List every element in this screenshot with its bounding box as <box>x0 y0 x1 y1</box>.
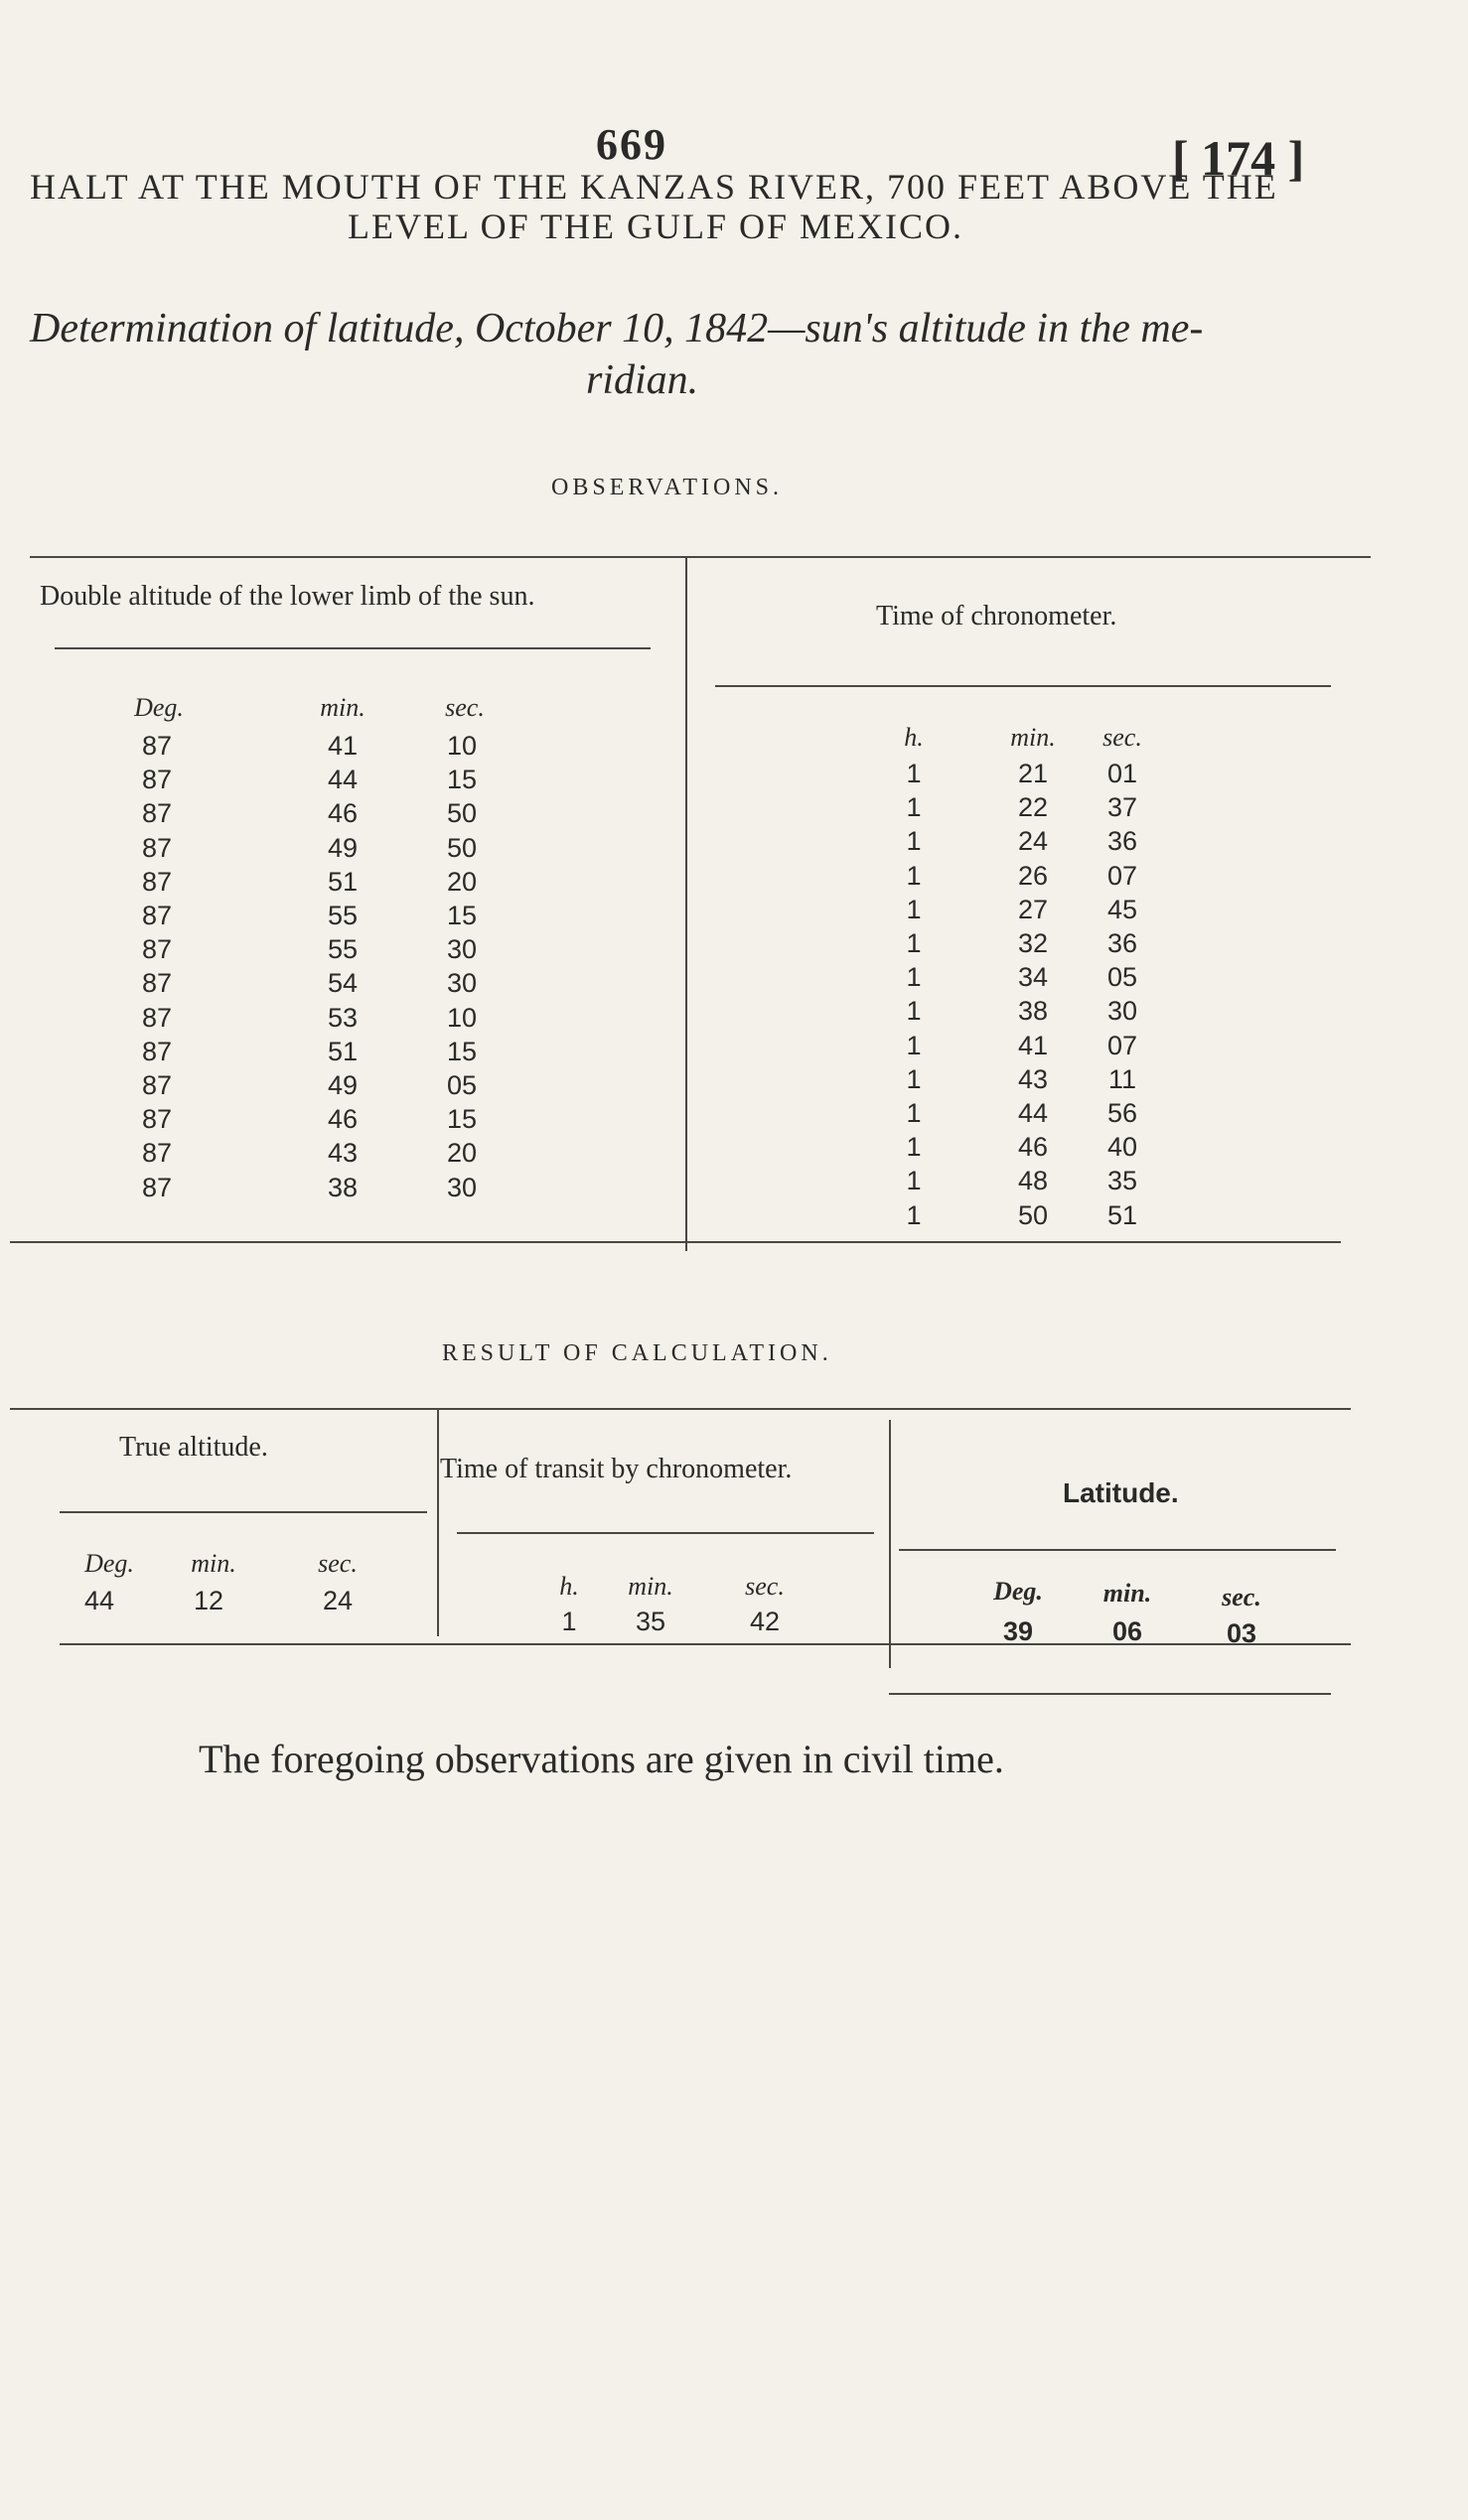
latitude-sec: 03 <box>1226 1618 1257 1648</box>
result-top-rule <box>10 1408 1351 1410</box>
transit-unit-hour: h. <box>559 1572 579 1601</box>
latitude-unit-deg: Deg. <box>993 1577 1043 1606</box>
table-column-divider <box>685 556 687 1251</box>
transit-min: 35 <box>635 1607 666 1636</box>
time-sec: 45 <box>1106 894 1138 924</box>
time-hour: 1 <box>906 792 922 823</box>
time-sec: 07 <box>1106 1030 1138 1060</box>
altitude-header-rule <box>55 647 651 649</box>
page-subtitle <box>30 303 1440 406</box>
time-hour: 1 <box>906 928 922 958</box>
unit-sec: sec. <box>445 693 485 722</box>
time-min: 38 <box>1017 996 1049 1027</box>
altitude-deg: 87 <box>141 1172 173 1202</box>
altitude-deg: 87 <box>141 1070 173 1100</box>
time-min: 21 <box>1017 759 1049 788</box>
altitude-min: 49 <box>327 832 359 863</box>
altitude-deg: 87 <box>141 765 173 795</box>
unit-deg: Deg. <box>134 693 184 722</box>
time-min: 41 <box>1017 1030 1049 1060</box>
altitude-sec: 15 <box>446 1036 478 1066</box>
altitude-min: 55 <box>327 901 359 930</box>
time-sec: 36 <box>1106 826 1138 857</box>
subtitle-line-2: ridian. <box>586 357 699 403</box>
latitude-unit-sec: sec. <box>1222 1583 1261 1611</box>
time-min: 32 <box>1017 928 1049 958</box>
altitude-deg: 87 <box>141 1138 173 1169</box>
altitude-deg: 87 <box>141 832 173 863</box>
time-min: 22 <box>1017 792 1049 823</box>
altitude-deg: 87 <box>141 1002 173 1033</box>
unit-hour: h. <box>904 723 924 752</box>
true-altitude-header: True altitude. <box>119 1432 268 1463</box>
table-top-rule <box>30 556 1371 558</box>
altitude-min: 51 <box>327 1036 359 1066</box>
altitude-sec: 15 <box>446 1104 478 1135</box>
altitude-header: Double altitude of the lower limb of the sun. <box>40 581 535 612</box>
time-min: 50 <box>1017 1199 1049 1230</box>
time-sec: 35 <box>1106 1166 1138 1196</box>
altitude-sec: 30 <box>446 1172 478 1202</box>
page-title <box>30 167 1440 246</box>
altitude-sec: 05 <box>446 1070 478 1100</box>
result-bottom-rule <box>60 1643 1351 1645</box>
title-line-2: LEVEL OF THE GULF OF MEXICO. <box>348 207 963 246</box>
page-number: 669 <box>596 120 667 169</box>
transit-hour: 1 <box>561 1607 577 1636</box>
altitude-min: 46 <box>327 1104 359 1135</box>
altitude-min: 53 <box>327 1002 359 1033</box>
altitude-sec: 20 <box>446 1138 478 1169</box>
altitude-deg: 87 <box>141 934 173 965</box>
altitude-deg: 87 <box>141 731 173 761</box>
time-sec: 37 <box>1106 792 1138 823</box>
latitude-unit-min: min. <box>1102 1579 1152 1608</box>
altitude-min: 41 <box>327 731 359 761</box>
altitude-sec: 50 <box>446 798 478 829</box>
time-hour: 1 <box>906 1132 922 1163</box>
altitude-deg: 87 <box>141 1036 173 1066</box>
altitude-min: 55 <box>327 934 359 965</box>
altitude-deg: 87 <box>141 798 173 829</box>
time-hour: 1 <box>906 996 922 1027</box>
time-min: 48 <box>1017 1166 1049 1196</box>
latitude-bottom-rule <box>889 1693 1331 1695</box>
altitude-min: 38 <box>327 1172 359 1202</box>
subtitle-line-1: Determination of latitude, October 10, 1842—sun's altitude in the me- <box>30 306 1204 351</box>
transit-header-rule <box>457 1532 874 1534</box>
time-sec: 07 <box>1106 860 1138 891</box>
time-sec: 30 <box>1106 996 1138 1027</box>
true-altitude-deg: 44 <box>83 1586 115 1615</box>
table-bottom-rule <box>10 1241 1341 1243</box>
unit-sec: sec. <box>1102 723 1142 752</box>
altitude-sec: 50 <box>446 832 478 863</box>
time-min: 34 <box>1017 962 1049 993</box>
footer-note: The foregoing observations are given in civil time. <box>199 1737 1004 1781</box>
result-divider-2 <box>889 1420 891 1668</box>
true-altitude-unit-sec: sec. <box>318 1549 358 1578</box>
unit-min: min. <box>320 693 366 722</box>
transit-header: Time of transit by chronometer. <box>440 1454 793 1484</box>
time-min: 44 <box>1017 1098 1049 1128</box>
time-hour: 1 <box>906 1030 922 1060</box>
altitude-sec: 30 <box>446 968 478 999</box>
altitude-sec: 30 <box>446 934 478 965</box>
latitude-header: Latitude. <box>1063 1477 1179 1508</box>
unit-min: min. <box>1010 723 1056 752</box>
altitude-sec: 15 <box>446 901 478 930</box>
time-hour: 1 <box>906 759 922 788</box>
true-altitude-header-rule <box>60 1511 427 1513</box>
time-hour: 1 <box>906 1098 922 1128</box>
latitude-min: 06 <box>1111 1616 1143 1646</box>
true-altitude-unit-deg: Deg. <box>84 1549 134 1578</box>
time-hour: 1 <box>906 894 922 924</box>
time-header-rule <box>715 685 1331 687</box>
time-sec: 05 <box>1106 962 1138 993</box>
altitude-min: 43 <box>327 1138 359 1169</box>
true-altitude-sec: 24 <box>322 1586 354 1615</box>
time-sec: 56 <box>1106 1098 1138 1128</box>
title-line-1: HALT AT THE MOUTH OF THE KANZAS RIVER, 700 FEET ABOVE THE <box>30 167 1278 207</box>
altitude-min: 44 <box>327 765 359 795</box>
time-hour: 1 <box>906 860 922 891</box>
time-hour: 1 <box>906 1199 922 1230</box>
time-header: Time of chronometer. <box>876 601 1117 631</box>
altitude-min: 51 <box>327 866 359 897</box>
altitude-deg: 87 <box>141 1104 173 1135</box>
time-min: 27 <box>1017 894 1049 924</box>
time-min: 43 <box>1017 1063 1049 1094</box>
altitude-min: 46 <box>327 798 359 829</box>
time-hour: 1 <box>906 1063 922 1094</box>
altitude-sec: 20 <box>446 866 478 897</box>
observations-label: OBSERVATIONS. <box>551 475 784 500</box>
transit-sec: 42 <box>749 1607 781 1636</box>
time-hour: 1 <box>906 826 922 857</box>
true-altitude-unit-min: min. <box>191 1549 236 1578</box>
latitude-deg: 39 <box>1002 1616 1034 1646</box>
altitude-sec: 10 <box>446 1002 478 1033</box>
time-sec: 36 <box>1106 928 1138 958</box>
altitude-sec: 10 <box>446 731 478 761</box>
time-sec: 01 <box>1106 759 1138 788</box>
time-hour: 1 <box>906 1166 922 1196</box>
time-sec: 40 <box>1106 1132 1138 1163</box>
result-label: RESULT OF CALCULATION. <box>442 1340 832 1366</box>
altitude-sec: 15 <box>446 765 478 795</box>
time-min: 26 <box>1017 860 1049 891</box>
bracket-page-number: [ 174 ] <box>1172 130 1305 186</box>
time-sec: 11 <box>1107 1063 1137 1094</box>
transit-unit-sec: sec. <box>745 1572 785 1601</box>
altitude-deg: 87 <box>141 968 173 999</box>
time-min: 46 <box>1017 1132 1049 1163</box>
altitude-min: 49 <box>327 1070 359 1100</box>
altitude-deg: 87 <box>141 866 173 897</box>
time-min: 24 <box>1017 826 1049 857</box>
altitude-deg: 87 <box>141 901 173 930</box>
time-hour: 1 <box>906 962 922 993</box>
time-sec: 51 <box>1106 1199 1138 1230</box>
altitude-min: 54 <box>327 968 359 999</box>
transit-unit-min: min. <box>628 1572 673 1601</box>
latitude-header-rule <box>899 1549 1336 1551</box>
result-divider-1 <box>437 1408 439 1636</box>
true-altitude-min: 12 <box>193 1586 224 1615</box>
